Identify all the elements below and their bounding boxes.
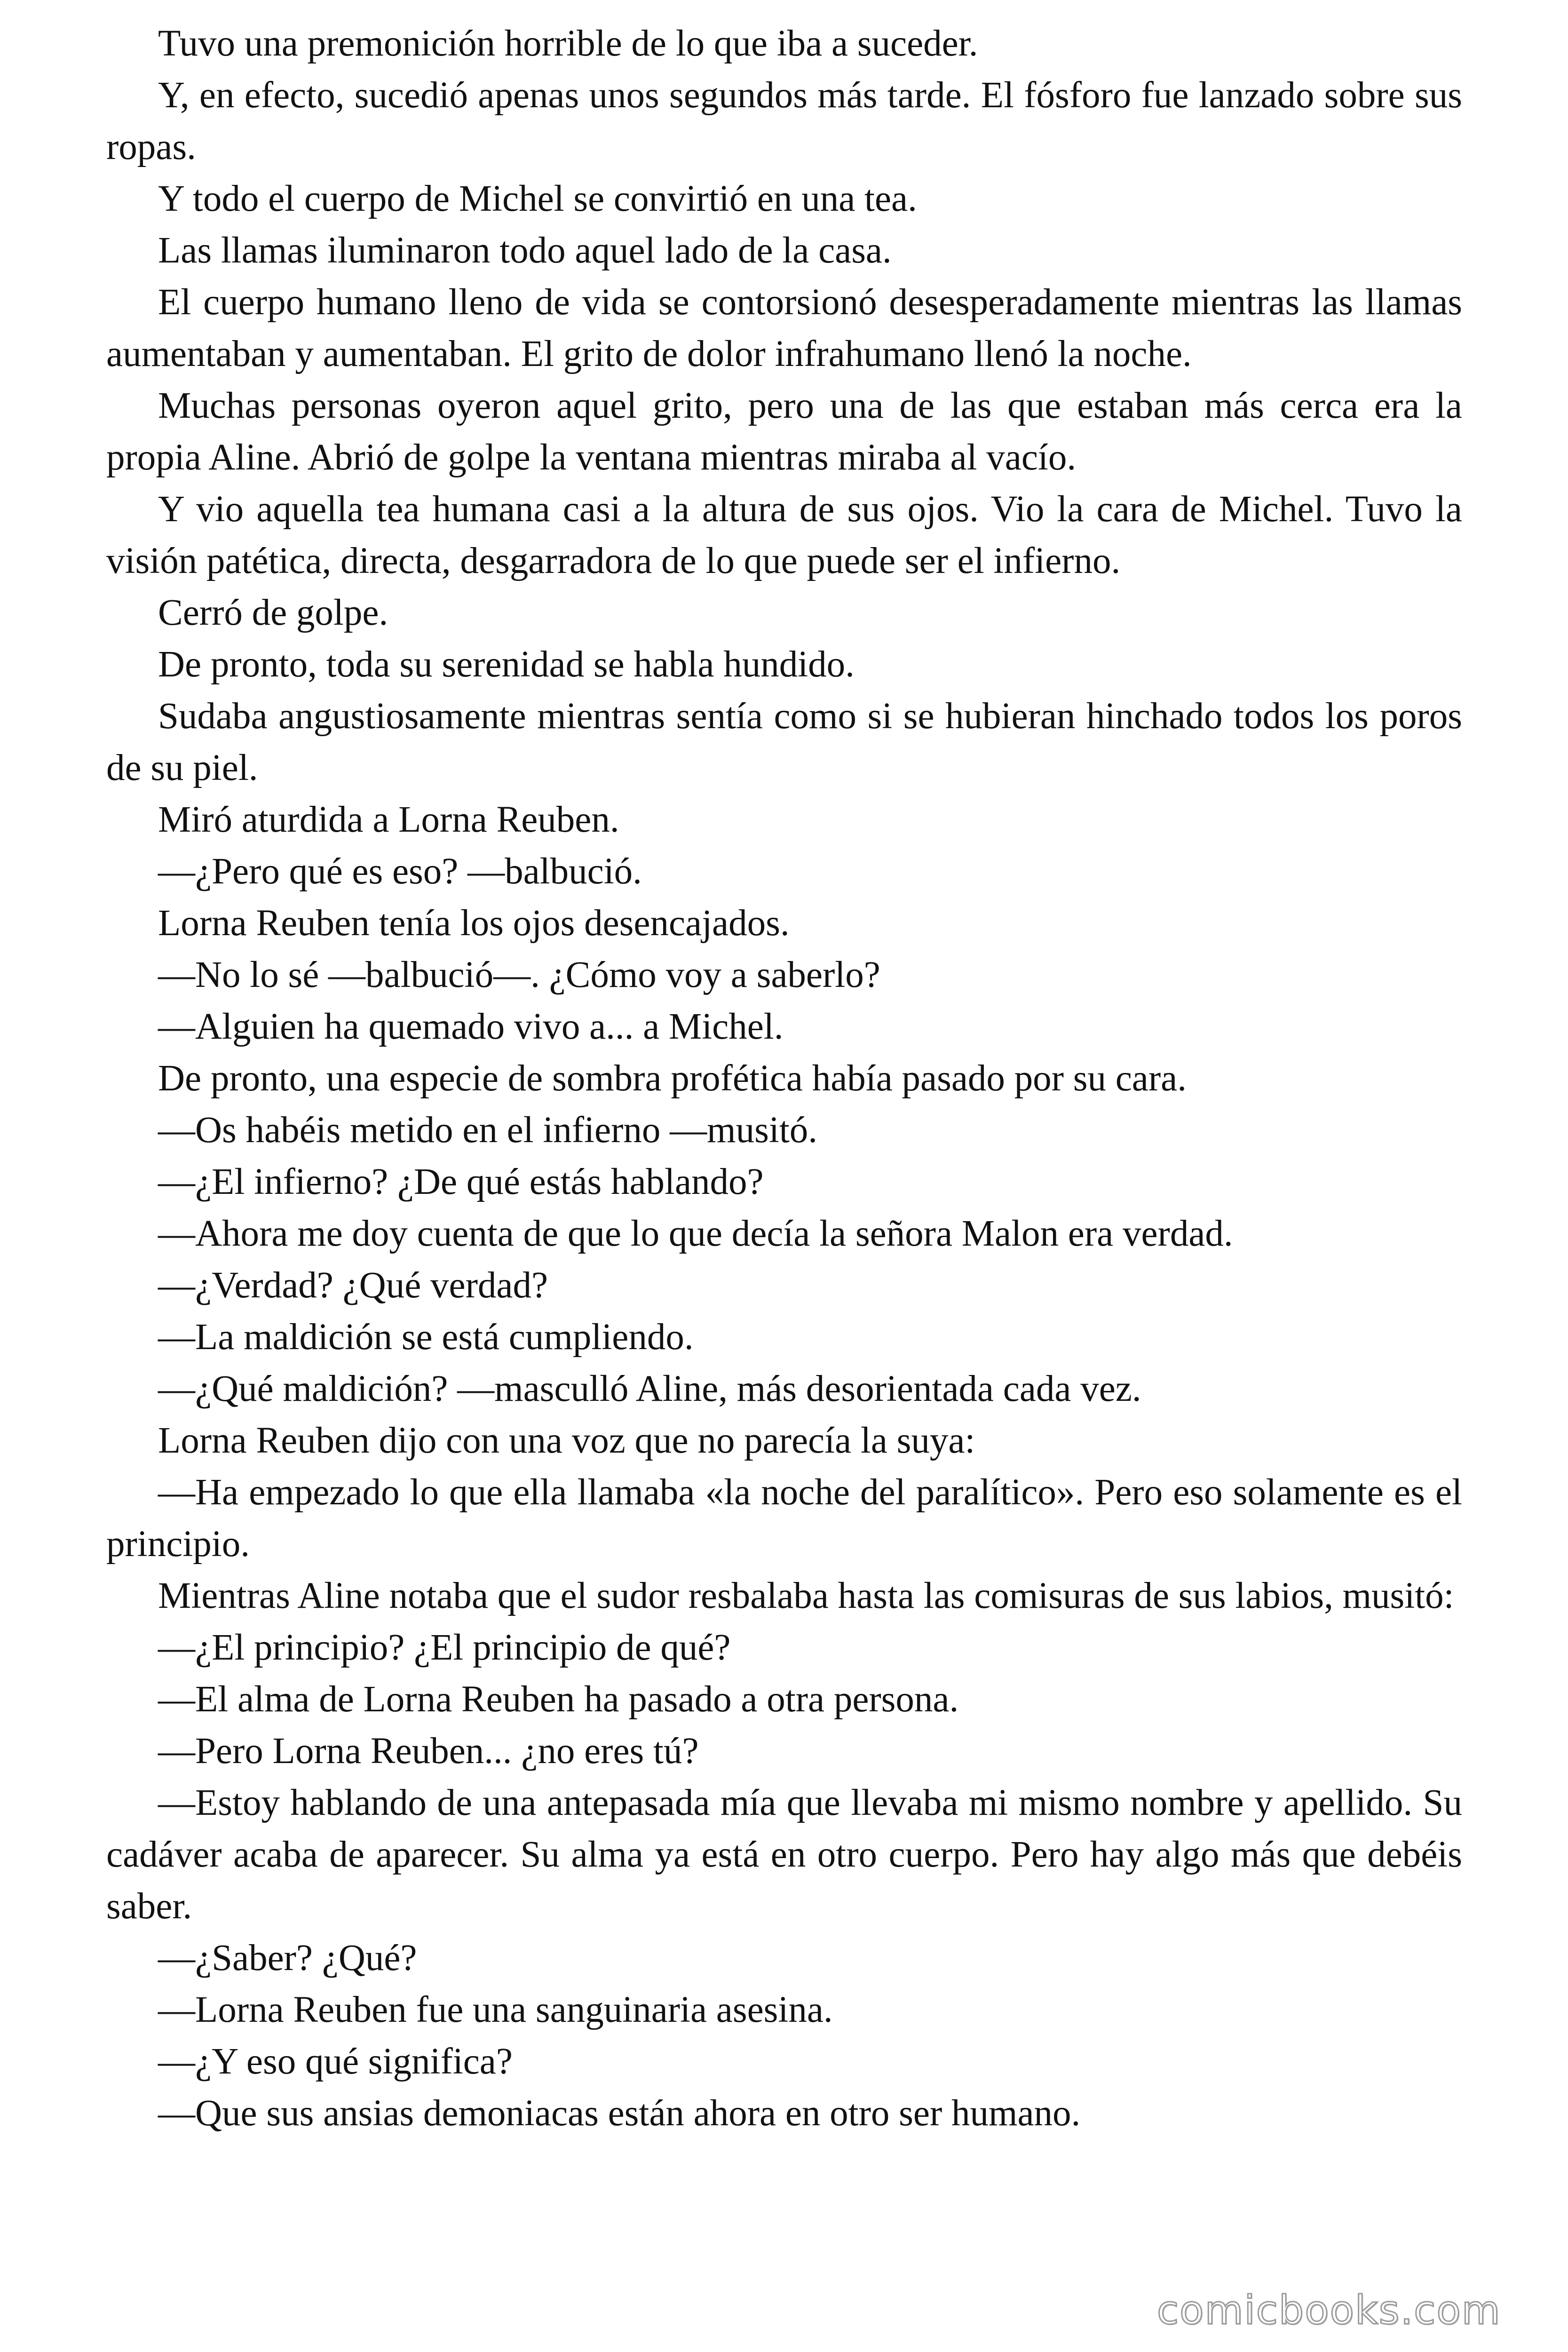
dialogue-line: —¿El infierno? ¿De qué estás hablando? — [158, 1161, 764, 1202]
dialogue-line: —No lo sé —balbució—. ¿Cómo voy a saberlo? — [158, 954, 880, 995]
dialogue-line: —¿Verdad? ¿Qué verdad? — [158, 1265, 548, 1306]
dialogue-line: —El alma de Lorna Reuben ha pasado a otra persona. — [158, 1679, 959, 1720]
dialogue-line: —¿Pero qué es eso? —balbució. — [158, 851, 642, 892]
dialogue-line: —Pero Lorna Reuben... ¿no eres tú? — [158, 1731, 699, 1772]
dialogue-line: —Ha empezado lo que ella llamaba «la noche del paralítico». Pero eso solamente es el principio. — [106, 1472, 1462, 1565]
paragraph: Lorna Reuben dijo con una voz que no parecía la suya: — [158, 1420, 975, 1461]
book-page-body — [106, 18, 1462, 2139]
paragraph: El cuerpo humano lleno de vida se contorsionó desesperadamente mientras las llamas aumentaban y aumentaban. El grito de dolor infrahumano llenó la noche. — [106, 282, 1462, 374]
paragraph: Lorna Reuben tenía los ojos desencajados. — [158, 903, 790, 944]
dialogue-line: —Ahora me doy cuenta de que lo que decía la señora Malon era verdad. — [158, 1213, 1233, 1254]
dialogue-line: —¿Saber? ¿Qué? — [158, 1938, 417, 1979]
dialogue-line: —Estoy hablando de una antepasada mía que llevaba mi mismo nombre y apellido. Su cadáver acaba de aparecer. Su alma ya está en otro cuerpo. Pero hay algo más que debéis saber. — [106, 1782, 1462, 1927]
paragraph: Y, en efecto, sucedió apenas unos segundos más tarde. El fósforo fue lanzado sobre sus ropas. — [106, 75, 1462, 167]
paragraph: Miró aturdida a Lorna Reuben. — [158, 799, 619, 840]
paragraph: De pronto, una especie de sombra profética había pasado por su cara. — [158, 1058, 1187, 1099]
paragraph: Cerró de golpe. — [158, 592, 388, 633]
dialogue-line: —Os habéis metido en el infierno —musitó. — [158, 1110, 818, 1151]
dialogue-line: —Alguien ha quemado vivo a... a Michel. — [158, 1006, 784, 1047]
dialogue-line: —La maldición se está cumpliendo. — [158, 1317, 694, 1358]
paragraph: Y todo el cuerpo de Michel se convirtió en una tea. — [158, 178, 917, 219]
paragraph: Las llamas iluminaron todo aquel lado de la casa. — [158, 230, 892, 271]
paragraph: Tuvo una premonición horrible de lo que iba a suceder. — [158, 23, 978, 64]
watermark: comicbooks.com — [1157, 2287, 1501, 2333]
paragraph: De pronto, toda su serenidad se habla hundido. — [158, 644, 855, 685]
paragraph: Sudaba angustiosamente mientras sentía como si se hubieran hinchado todos los poros de su piel. — [106, 696, 1462, 788]
dialogue-line: —¿Y eso qué significa? — [158, 2041, 513, 2082]
dialogue-line: —Que sus ansias demoniacas están ahora en otro ser humano. — [158, 2093, 1081, 2134]
paragraph: Muchas personas oyeron aquel grito, pero una de las que estaban más cerca era la propia Aline. Abrió de golpe la ventana mientras miraba al vacío. — [106, 385, 1462, 478]
paragraph: Y vio aquella tea humana casi a la altura de sus ojos. Vio la cara de Michel. Tuvo la visión patética, directa, desgarradora de lo que puede ser el infierno. — [106, 489, 1462, 581]
paragraph: Mientras Aline notaba que el sudor resbalaba hasta las comisuras de sus labios, musitó: — [158, 1575, 1454, 1616]
dialogue-line: —¿Qué maldición? —masculló Aline, más desorientada cada vez. — [158, 1368, 1141, 1409]
dialogue-line: —Lorna Reuben fue una sanguinaria asesina. — [158, 1989, 833, 2030]
dialogue-line: —¿El principio? ¿El principio de qué? — [158, 1627, 731, 1668]
